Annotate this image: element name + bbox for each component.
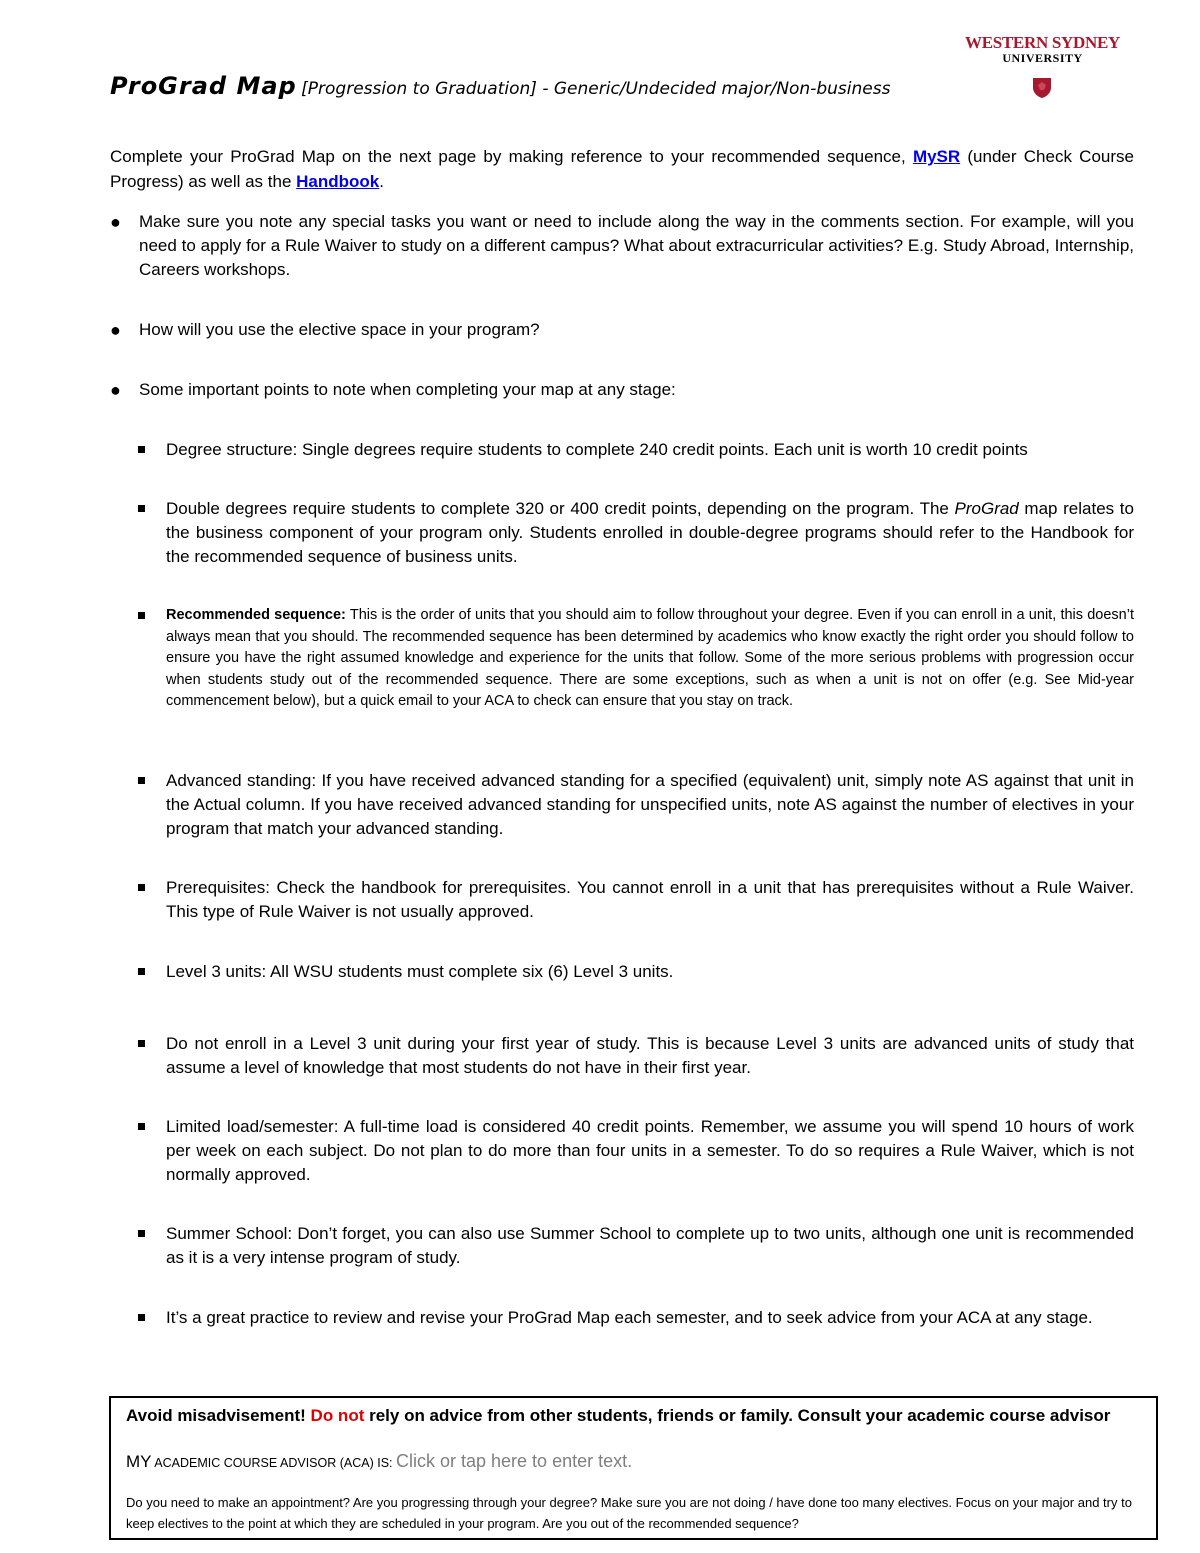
title-sub: [Progression to Graduation] [301,79,537,99]
list-item [138,1115,1134,1187]
square-bullet-icon [138,612,145,619]
mysr-link[interactable]: MySR [912,147,961,166]
point-lead: Recommended sequence: [166,607,346,623]
misadvisement-warning [126,1406,1110,1426]
list-item [138,1222,1134,1270]
bullet-text: Some important points to note when completing your map at any stage: [139,380,676,399]
intro-text-after: . [379,172,384,191]
point-text: Do not enroll in a Level 3 unit during your first year of study. This is because Level 3 units are advanced units of study that assume a level of knowledge that most students do not have in their first year. [166,1034,1134,1077]
square-bullet-icon [138,446,145,453]
bullet-icon: ● [110,380,121,400]
aca-input-field[interactable]: Click or tap here to enter text. [396,1451,633,1471]
list-item [138,438,1134,462]
advisor-questions: Do you need to make an appointment? Are you progressing through your degree? Make sure you are not doing / have done too many electives. Focus on your major and try to keep electives to the point at which they are scheduled in your program. Are you out of the recommended sequence? [126,1495,1132,1531]
list-item [110,210,1134,282]
square-bullet-icon [138,1123,145,1130]
square-bullet-icon [138,1040,145,1047]
handbook-link[interactable]: Handbook [296,172,380,191]
aca-line [126,1451,632,1472]
square-bullet-icon [138,505,145,512]
point-text-italic: ProGrad [954,499,1019,518]
list-item [138,1032,1134,1080]
logo-line-1: WESTERN SYDNEY [965,33,1120,52]
list-item [110,318,1134,342]
point-text: Level 3 units: All WSU students must complete six (6) Level 3 units. [166,962,674,981]
list-item [138,960,1134,984]
title-rest: - Generic/Undecided major/Non-business [536,79,891,99]
square-bullet-icon [138,968,145,975]
warning-lead: Avoid misadvisement! [126,1406,311,1425]
point-text: Prerequisites: Check the handbook for prerequisites. You cannot enroll in a unit that has prerequisites without a Rule Waiver. This type of Rule Waiver is not usually approved. [166,878,1134,921]
point-text: Advanced standing: If you have received advanced standing for a specified (equivalent) unit, simply note AS against that unit in the Actual column. If you have received advanced standing for unspecified units, note AS against the number of electives in your program that match your advanced standing. [166,771,1134,838]
warning-do-not: Do not [310,1406,365,1425]
list-item [138,497,1134,569]
shield-icon [1031,77,1053,99]
page-title [110,72,890,100]
aca-my: MY [126,1452,152,1471]
point-text: Summer School: Don’t forget, you can also use Summer School to complete up to two units, although one unit is recommended as it is a very intense program of study. [166,1224,1134,1267]
advisor-callout-box [109,1396,1158,1540]
list-item [138,876,1134,924]
warning-rest: rely on advice from other students, friends or family. Consult your academic course advisor [364,1406,1111,1425]
point-text: It’s a great practice to review and revise your ProGrad Map each semester, and to seek advice from your ACA at any stage. [166,1308,1093,1327]
bullet-text: Make sure you note any special tasks you want or need to include along the way in the comments section. For example, will you need to apply for a Rule Waiver to study on a different campus? What about extracurricular activities? E.g. Study Abroad, Internship, Careers workshops. [139,212,1134,279]
point-text: Limited load/semester: A full-time load is considered 40 credit points. Remember, we assume you will spend 10 hours of work per week on each subject. Do not plan to do more than four units in a semester. To do so requires a Rule Waiver, which is not normally approved. [166,1117,1134,1184]
university-logo [960,34,1125,64]
point-text [166,605,1134,713]
list-item [138,1306,1134,1330]
title-main: ProGrad Map [110,72,297,100]
point-body: This is the order of units that you should aim to follow throughout your degree. Even if you can enroll in a unit, this doesn’t always mean that you should. The recommended sequence has been determined by academics who know exactly the right order you should follow to ensure you have the right assumed knowledge and experience for the units that follow. Some of the more serious problems with progression occur when students study out of the recommended sequence. There are some exceptions, such as when a unit is not on offer (e.g. See Mid-year commencement below), but a quick email to your ACA to check can ensure that you stay on track. [166,607,1134,709]
list-item [138,769,1134,841]
bullet-text: How will you use the elective space in your program? [139,320,540,339]
square-bullet-icon [138,777,145,784]
point-text-after: map relates to the business component of your program only. Students enrolled in double-degree programs should refer to the Handbook for the recommended sequence of business units. [166,499,1134,566]
bullet-icon: ● [110,320,121,340]
intro-paragraph [110,144,1134,194]
point-text-before: Double degrees require students to complete 320 or 400 credit points, depending on the program. The [166,499,955,518]
list-item [110,378,1134,402]
logo-line-2: UNIVERSITY [1002,51,1083,65]
point-text: Degree structure: Single degrees require students to complete 240 credit points. Each unit is worth 10 credit points [166,440,1028,459]
intro-text-before: Complete your ProGrad Map on the next page by making reference to your recommended sequence, [110,147,913,166]
list-item [138,605,1134,713]
square-bullet-icon [138,1314,145,1321]
intro-text-middle: (under Check Course Progress) as well as the [110,147,1134,191]
square-bullet-icon [138,884,145,891]
bullet-icon: ● [110,212,121,232]
aca-label: ACADEMIC COURSE ADVISOR (ACA) IS: [151,1456,396,1470]
square-bullet-icon [138,1230,145,1237]
point-text [166,497,1134,569]
